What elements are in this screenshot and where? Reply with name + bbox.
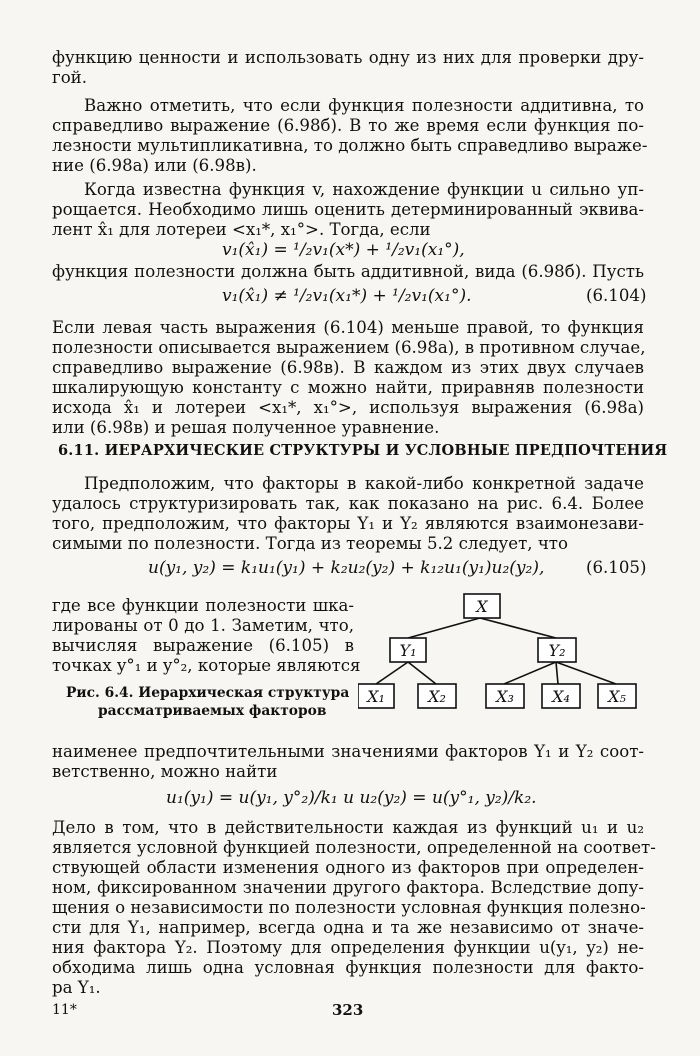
equation-6-105: u(y₁, y₂) = k₁u₁(y₁) + k₂u₂(y₂) + k₁₂u₁(y₁)u₂(y₂), [148,558,545,578]
node-label: X₅ [608,687,626,706]
node-x3 [486,684,524,708]
text-line: рощается. Необходимо лишь оценить детерминированный эквива- [52,200,644,219]
text-line: функцию ценности и использовать одну из них для проверки дру- [52,48,644,67]
text-line: лент x̂₁ для лотереи <x₁*, x₁°>. Тогда, если [52,220,431,239]
text-line: полезности описывается выражением (6.98а), в противном случае, [52,338,646,357]
node-label: X₃ [496,687,514,706]
node-x1 [358,684,394,708]
node-x4 [542,684,580,708]
text-line: ном, фиксированном значении другого фактора. Вследствие допу- [52,878,644,897]
edge-y1-x1 [376,662,408,684]
text-line: Если левая часть выражения (6.104) меньше правой, то функция [52,318,644,337]
edge-y2-x4 [556,662,558,684]
node-x5 [598,684,636,708]
text-line: того, предположим, что факторы Y₁ и Y₂ являются взаимонезави- [52,514,644,533]
section-heading: 6.11. ИЕРАРХИЧЕСКИЕ СТРУКТУРЫ И УСЛОВНЫЕ ПРЕДПОЧТЕНИЯ [58,442,668,459]
text-line: где все функции полезности шка- [52,596,354,615]
text-line: симыми по полезности. Тогда из теоремы 5.2 следует, что [52,534,568,553]
text-line: ние (6.98а) или (6.98в). [52,156,257,175]
text-line: справедливо выражение (6.98б). В то же время если функция по- [52,116,644,135]
node-x2 [418,684,456,708]
text-line: шкалирующую константу c можно найти, приравняв полезности [52,378,644,397]
node-y1 [390,638,426,662]
figure-caption: рассматриваемых факторов [98,703,327,719]
text-line: Когда известна функция v, нахождение функции u сильно уп- [84,180,644,199]
text-line: обходима лишь одна условная функция полезности для факто- [52,958,644,977]
equation-6-104: v₁(x̂₁) ≠ ¹/₂v₁(x₁*) + ¹/₂v₁(x₁°). [222,286,472,306]
node-label: X₁ [367,687,385,706]
equation-label-6-104: (6.104) [586,286,647,305]
text-line: точках y°₁ и y°₂, которые являются [52,656,361,675]
text-line: Дело в том, что в действительности каждая из функций u₁ и u₂ [52,818,644,837]
node-label: X₄ [552,687,570,706]
text-line: гой. [52,68,88,87]
edge-y1-x2 [408,662,436,684]
text-line: Предположим, что факторы в какой-либо конкретной задаче [84,474,644,493]
text-line: лезности мультипликативна, то должно быть справедливо выраже- [52,136,648,155]
figure-caption: Рис. 6.4. Иерархическая структура [66,685,350,701]
text-line: лированы от 0 до 1. Заметим, что, [52,616,354,635]
text-line: ра Y₁. [52,978,101,997]
text-line: щения о независимости по полезности условная функция полезно- [52,898,646,917]
text-line: сти для Y₁, например, всегда одна и та же независимо от значе- [52,918,644,937]
text-line: является условной функцией полезности, определенной на соответ- [52,838,656,857]
node-label: Y₁ [399,641,417,660]
equation-label-6-105: (6.105) [586,558,647,577]
text-line: функция полезности должна быть аддитивной, вида (6.98б). Пусть [52,262,644,281]
signature-mark: 11* [52,1002,77,1018]
node-x [464,594,500,618]
text-line: ветственно, можно найти [52,762,278,781]
equation-u1-u2: u₁(y₁) = u(y₁, y°₂)/k₁ и u₂(y₂) = u(y°₁, y₂)/k₂. [166,788,537,808]
text-line: ствующей области изменения одного из факторов при определен- [52,858,644,877]
edge-x-y2 [480,618,556,638]
edge-x-y1 [408,618,480,638]
node-y2 [538,638,576,662]
edge-y2-x3 [504,662,556,684]
text-line: Важно отметить, что если функция полезности аддитивна, то [84,96,644,115]
text-line: наименее предпочтительными значениями факторов Y₁ и Y₂ соот- [52,742,644,761]
page-number: 323 [332,1001,364,1019]
node-label: X [476,597,488,616]
text-line: ния фактора Y₂. Поэтому для определения функции u(y₁, y₂) не- [52,938,644,957]
text-line: или (6.98в) и решая полученное уравнение. [52,418,440,437]
text-line: удалось структуризировать так, как показано на рис. 6.4. Более [52,494,644,513]
hierarchy-diagram [358,588,648,718]
text-line: исхода x̂₁ и лотереи <x₁*, x₁°>, используя выражения (6.98а) [52,398,644,417]
equation-v1: v₁(x̂₁) = ¹/₂v₁(x*) + ¹/₂v₁(x₁°), [222,240,465,260]
text-line: справедливо выражение (6.98в). В каждом из этих двух случаев [52,358,644,377]
node-label: Y₂ [548,641,566,660]
edge-y2-x5 [556,662,616,684]
text-line: вычисляя выражение (6.105) в [52,636,354,655]
node-label: X₂ [428,687,446,706]
